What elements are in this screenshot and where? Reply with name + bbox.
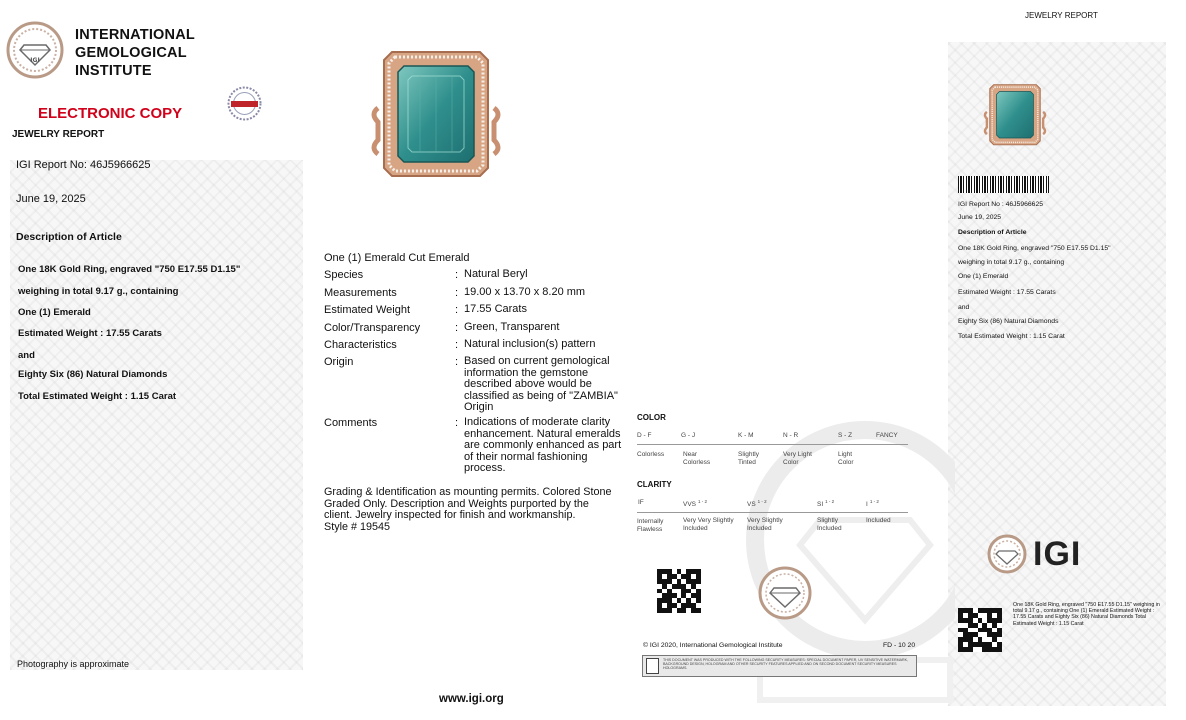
ring-photo <box>370 48 502 181</box>
field-value: Indications of moderate clarity enhancement. Natural emeralds are commonly enhanced as part of their normal fashioning process. <box>464 416 622 474</box>
clarity-scale-divider <box>637 512 908 513</box>
clarity-code <box>866 499 879 508</box>
clarity-desc: Slightly Included <box>817 517 842 532</box>
right-summary: One 18K Gold Ring, engraved "750 E17.55 D1.15" weighing in total 9.17 g., containing One (1) Emerald Estimated Weight : 17.55 Carats and Eighty Six (86) Natural Diamonds Total Estimated Weight : 1.15 Carat <box>1013 602 1160 627</box>
right-article-line: weighing in total 9.17 g., containing <box>958 259 1065 266</box>
color-desc: Light Color <box>838 451 854 466</box>
qr-code[interactable] <box>657 569 701 613</box>
color-scale-heading: COLOR <box>637 413 666 422</box>
article-line: One (1) Emerald <box>18 307 91 318</box>
right-description-heading: Description of Article <box>958 229 1027 236</box>
article-line: Estimated Weight : 17.55 Carats <box>18 328 162 339</box>
article-line: weighing in total 9.17 g., containing <box>18 286 179 297</box>
igi-logo-icon <box>987 534 1027 574</box>
clarity-code-text: VS <box>747 501 756 509</box>
color-desc: Near Colorless <box>683 451 711 466</box>
field-measurements <box>324 287 624 299</box>
field-colon: : <box>455 339 459 351</box>
right-article-line: Total Estimated Weight : 1.15 Carat <box>958 333 1065 340</box>
org-name-line1: INTERNATIONAL <box>75 27 195 43</box>
field-value: Natural inclusion(s) pattern <box>464 338 596 350</box>
grading-note-text: Grading & Identification as mounting permits. Colored Stone Graded Only. Description and Weights purported by the client. Jewelry inspected for finish and workmanship. <box>324 486 612 521</box>
barcode <box>958 176 1049 193</box>
report-number: IGI Report No: 46J5966625 <box>16 159 151 171</box>
org-name-line2: GEMOLOGICAL <box>75 45 187 61</box>
right-article-line: Eighty Six (86) Natural Diamonds <box>958 318 1059 325</box>
clarity-code-text: IF <box>638 499 644 506</box>
clarity-code-text: VVS <box>683 501 697 509</box>
field-colon: : <box>455 287 459 299</box>
field-colon: : <box>455 356 459 368</box>
clarity-code <box>817 499 834 508</box>
field-species <box>324 269 624 281</box>
igi-seal-logo <box>6 21 64 79</box>
security-strip <box>642 655 917 677</box>
field-label: Color/Transparency <box>324 322 421 334</box>
field-color-transparency <box>324 322 624 334</box>
website-link[interactable]: www.igi.org <box>439 693 504 705</box>
color-code: D - F <box>637 432 652 439</box>
igi-seal-emblem <box>758 566 812 620</box>
right-report-number: IGI Report No : 46J5966625 <box>958 201 1044 208</box>
field-label: Origin <box>324 356 354 368</box>
article-line: and <box>18 350 35 361</box>
clarity-scale-heading: CLARITY <box>637 480 672 489</box>
clarity-desc: Internally Flawless <box>637 518 664 533</box>
org-name <box>75 26 195 80</box>
report-type-label: JEWELRY REPORT <box>12 129 105 140</box>
stone-title: One (1) Emerald Cut Emerald <box>324 252 470 264</box>
field-value: Based on current gemological information the gemstone described above would be classified as being of "ZAMBIA" Origin <box>464 355 618 413</box>
clarity-code <box>747 499 767 508</box>
electronic-copy-label: ELECTRONIC COPY <box>38 105 183 122</box>
right-article-line: One (1) Emerald <box>958 273 1009 280</box>
clarity-desc: Very Very Slightly Included <box>683 517 734 532</box>
field-label: Characteristics <box>324 339 397 351</box>
ring-photo-small <box>983 81 1047 149</box>
right-article-line: and <box>958 304 970 311</box>
clarity-desc: Very Slightly Included <box>747 517 783 532</box>
field-colon: : <box>455 417 459 429</box>
color-code: FANCY <box>876 432 898 439</box>
security-text: THIS DOCUMENT WAS PRODUCED WITH THE FOLLOWING SECURITY MEASURES: SPECIAL DOCUMENT PAPER, UV SENSITIVE WATERMARK, BACKGROUND DESIGN, HOLOGRAM AND OTHER SECURITY FEATURES APPLIED AND ON SECOND DOCUMENT SECURITY MEASURES HOLOGRAMS. <box>663 657 909 671</box>
field-value: 19.00 x 13.70 x 8.20 mm <box>464 286 586 298</box>
report-date: June 19, 2025 <box>16 193 86 205</box>
right-report-date: June 19, 2025 <box>958 214 1002 221</box>
right-article-line: One 18K Gold Ring, engraved "750 E17.55 D1.15" <box>958 245 1111 252</box>
color-code: G - J <box>681 432 696 439</box>
color-desc: Very Light Color <box>783 451 812 466</box>
field-label: Measurements <box>324 287 397 299</box>
clarity-desc: Included <box>866 517 891 524</box>
clarity-code-sup: 1 - 2 <box>698 499 708 504</box>
article-line: Eighty Six (86) Natural Diamonds <box>18 369 168 380</box>
org-name-line3: INSTITUTE <box>75 63 152 79</box>
article-line: Total Estimated Weight : 1.15 Carat <box>18 391 177 402</box>
right-article-line: Estimated Weight : 17.55 Carats <box>958 289 1056 296</box>
field-colon: : <box>455 322 459 334</box>
clarity-code-sup: 1 - 2 <box>757 499 767 504</box>
article-line: One 18K Gold Ring, engraved "750 E17.55 D1.15" <box>18 264 241 275</box>
field-comments <box>324 417 624 475</box>
clarity-code-text: I <box>866 501 868 509</box>
style-number: Style # 19545 <box>324 520 391 533</box>
color-code: K - M <box>738 432 754 439</box>
clarity-code-sup: 1 - 2 <box>869 499 879 504</box>
verified-stamp-icon <box>227 86 262 121</box>
report-type-label-right: JEWELRY REPORT <box>1025 11 1098 20</box>
clarity-code <box>638 499 644 506</box>
qr-code-right[interactable] <box>958 608 1002 652</box>
field-label: Species <box>324 269 364 281</box>
color-scale-divider <box>637 444 908 445</box>
clarity-code-text: SI <box>817 501 824 509</box>
document-icon <box>646 658 659 674</box>
clarity-code-sup: 1 - 2 <box>825 499 835 504</box>
field-origin <box>324 356 624 414</box>
field-value: Green, Transparent <box>464 321 560 333</box>
description-heading: Description of Article <box>16 231 122 243</box>
form-number: FD - 10 20 <box>883 642 916 649</box>
field-colon: : <box>455 304 459 316</box>
igi-wordmark: IGI <box>1033 535 1082 573</box>
field-value: Natural Beryl <box>464 268 528 280</box>
field-label: Estimated Weight <box>324 304 411 316</box>
color-desc: Colorless <box>637 451 665 458</box>
color-desc: Slightly Tinted <box>738 451 759 466</box>
clarity-code <box>683 499 707 508</box>
field-label: Comments <box>324 417 378 429</box>
field-colon: : <box>455 269 459 281</box>
field-estimated-weight <box>324 304 624 316</box>
color-code: S - Z <box>838 432 853 439</box>
field-characteristics <box>324 339 624 351</box>
photography-note: Photography is approximate <box>17 659 130 669</box>
grading-note <box>324 487 616 533</box>
svg-text:IGI: IGI <box>30 57 40 64</box>
field-value: 17.55 Carats <box>464 303 527 315</box>
color-code: N - R <box>783 432 799 439</box>
copyright: © IGI 2020, International Gemological Institute <box>643 642 783 649</box>
